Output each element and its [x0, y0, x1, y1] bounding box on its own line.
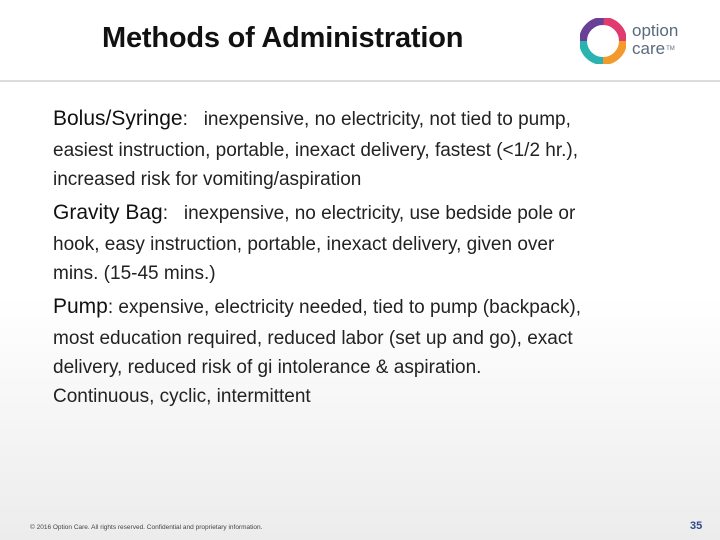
- slide-title: Methods of Administration: [102, 22, 464, 54]
- method-term: Gravity Bag: [53, 201, 163, 224]
- method-term: Bolus/Syringe: [53, 107, 183, 130]
- term-separator: :: [182, 109, 188, 130]
- method-text-line: Continuous, cyclic, intermittent: [53, 386, 311, 407]
- method-term: Pump: [53, 295, 108, 318]
- method-text-line: most education required, reduced labor (set up and go), exact: [53, 328, 573, 349]
- method-text-line: easiest instruction, portable, inexact delivery, fastest (<1/2 hr.),: [53, 140, 579, 161]
- copyright-footer: © 2016 Option Care. All rights reserved. Confidential and proprietary information.: [30, 524, 263, 531]
- term-separator: :: [107, 297, 114, 318]
- logo-line-1: option: [632, 21, 679, 40]
- method-text-line: mins. (15-45 mins.): [53, 263, 216, 284]
- method-bolus-syringe: [53, 104, 683, 194]
- option-care-logo: [580, 18, 690, 64]
- logo-line-2: care: [632, 39, 666, 58]
- page-number: 35: [690, 520, 703, 532]
- method-text-line: expensive, electricity needed, tied to pump (backpack),: [118, 297, 581, 318]
- method-text-line: increased risk for vomiting/aspiration: [53, 169, 362, 190]
- slide-body: [53, 104, 683, 415]
- method-text-line: inexpensive, no electricity, not tied to pump,: [203, 109, 571, 130]
- option-care-logo-icon: [580, 18, 626, 64]
- method-text-line: hook, easy instruction, portable, inexact delivery, given over: [53, 234, 555, 255]
- method-pump: [53, 292, 683, 411]
- method-text-line: inexpensive, no electricity, use bedside pole or: [183, 203, 576, 224]
- method-gravity-bag: [53, 198, 683, 288]
- term-separator: :: [162, 203, 168, 224]
- slide-header: [0, 0, 720, 82]
- method-text-line: delivery, reduced risk of gi intolerance & aspiration.: [53, 357, 482, 378]
- logo-wordmark: [632, 22, 678, 58]
- logo-trademark: TM: [666, 46, 675, 52]
